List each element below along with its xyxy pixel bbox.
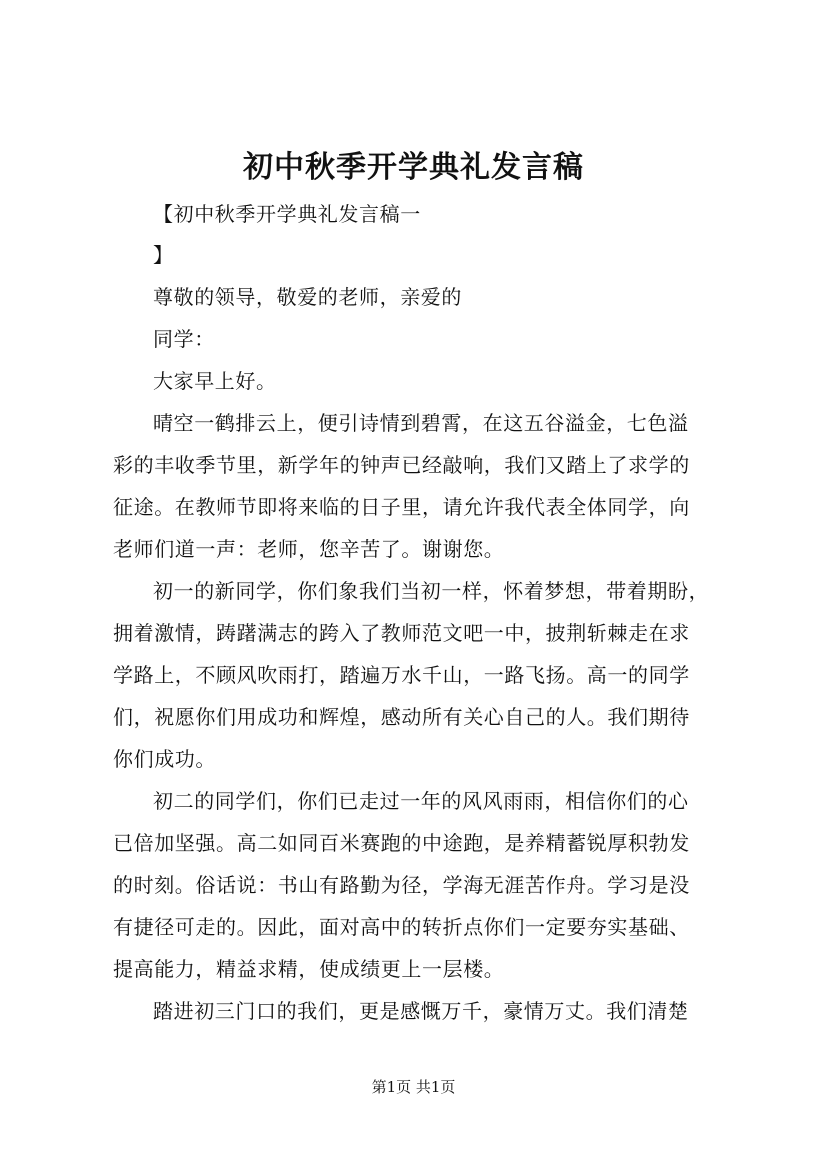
text-line: 初二的同学们，你们已走过一年的风风雨雨，相信你们的心	[153, 789, 689, 813]
text-line: 提高能力，精益求精，使成绩更上一层楼。	[113, 957, 505, 981]
text-line: 】	[153, 243, 174, 267]
text-line: 征途。在教师节即将来临的日子里，请允许我代表全体同学，向	[113, 495, 690, 519]
text-line: 初一的新同学，你们象我们当初一样，怀着梦想，带着期盼，	[153, 579, 710, 603]
text-line: 的时刻。俗话说：书山有路勤为径，学海无涯苦作舟。学习是没	[113, 873, 690, 897]
text-line: 拥着激情，踌躇满志的跨入了教师范文吧一中，披荆斩棘走在求	[113, 621, 690, 645]
page-footer: 第1页 共1页	[371, 1078, 456, 1096]
document-title: 初中秋季开学典礼发言稿	[243, 150, 584, 185]
text-line: 【初中秋季开学典礼发言稿一	[153, 202, 421, 226]
text-line: 同学：	[153, 327, 215, 351]
text-line: 你们成功。	[113, 747, 216, 771]
text-line: 们，祝愿你们用成功和辉煌，感动所有关心自己的人。我们期待	[113, 705, 690, 729]
text-line: 学路上，不顾风吹雨打，踏遍万水千山，一路飞扬。高一的同学	[113, 663, 690, 687]
text-line: 彩的丰收季节里，新学年的钟声已经敲响，我们又踏上了求学的	[113, 453, 690, 477]
text-line: 踏进初三门口的我们，更是感慨万千，豪情万丈。我们清楚	[153, 999, 689, 1023]
text-line: 大家早上好。	[153, 369, 277, 393]
text-line: 老师们道一声：老师，您辛苦了。谢谢您。	[113, 537, 505, 561]
text-line: 已倍加坚强。高二如同百米赛跑的中途跑，是养精蓄锐厚积勃发	[113, 831, 690, 855]
text-line: 有捷径可走的。因此，面对高中的转折点你们一定要夯实基础、	[113, 915, 690, 939]
text-line: 尊敬的领导，敬爱的老师，亲爱的	[153, 285, 462, 309]
text-line: 晴空一鹤排云上，便引诗情到碧霄，在这五谷溢金，七色溢	[153, 411, 689, 435]
